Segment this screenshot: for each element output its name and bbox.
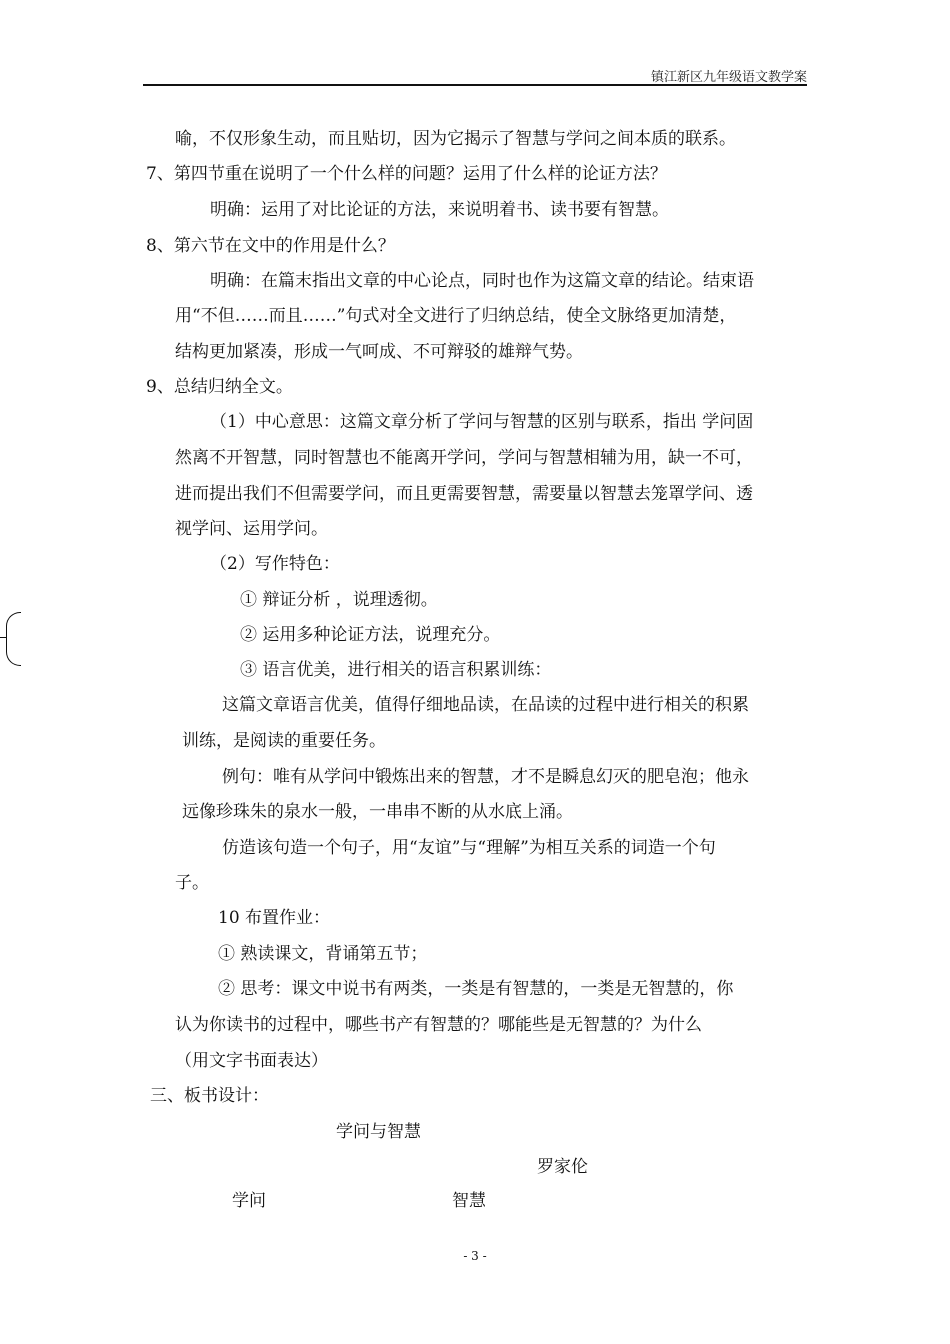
left-brace-mark [6, 612, 21, 666]
text-line: 然离不开智慧，同时智慧也不能离开学问，学问与智慧相辅为用，缺一不可， [175, 448, 753, 468]
text-line: 三、板书设计： [150, 1086, 269, 1106]
text-line: 7、第四节重在说明了一个什么样的问题？运用了什么样的论证方法？ [146, 164, 667, 184]
text-line: 这篇文章语言优美，值得仔细地品读，在品读的过程中进行相关的积累 [222, 695, 749, 715]
text-line: 训练，是阅读的重要任务。 [182, 731, 386, 751]
text-line: 8、第六节在文中的作用是什么？ [146, 236, 395, 256]
text-line: ② 思考：课文中说书有两类，一类是有智慧的，一类是无智慧的，你 [218, 979, 734, 999]
text-line: ① 辩证分析 ，说理透彻。 [240, 590, 438, 610]
text-line: 远像珍珠朱的泉水一般，一串串不断的从水底上涌。 [182, 802, 573, 822]
text-line: 明确：运用了对比论证的方法，来说明着书、读书要有智慧。 [210, 200, 669, 220]
page-header-title: 镇江新区九年级语文教学案 [650, 70, 807, 85]
text-line: 明确：在篇末指出文章的中心论点，同时也作为这篇文章的结论。结束语 [210, 271, 754, 291]
text-line: 例句：唯有从学问中锻炼出来的智慧，才不是瞬息幻灭的肥皂泡；他永 [222, 767, 749, 787]
text-line: ② 运用多种论证方法，说理充分。 [240, 625, 501, 645]
text-line: 认为你读书的过程中，哪些书产有智慧的？哪能些是无智慧的？为什么 [175, 1015, 702, 1035]
text-line: （1）中心意思：这篇文章分析了学问与智慧的区别与联系，指出 学问固 [210, 412, 754, 432]
page-number: - 3 - [463, 1249, 487, 1263]
text-line: 学问与智慧 [336, 1122, 421, 1142]
text-line: 罗家伦 [537, 1157, 588, 1177]
text-line: ① 熟读课文，背诵第五节； [218, 944, 428, 964]
text-line: 9、总结归纳全文。 [146, 377, 293, 397]
text-line: 喻，不仅形象生动，而且贴切，因为它揭示了智慧与学问之间本质的联系。 [175, 129, 736, 149]
text-line: （用文字书面表达） [175, 1051, 328, 1071]
text-line: 仿造该句造一个句子，用“友谊”与“理解”为相互关系的词造一个句 [222, 838, 716, 858]
text-line: 智慧 [452, 1191, 486, 1211]
text-line: ③ 语言优美，进行相关的语言积累训练： [240, 660, 552, 680]
text-line: 10 布置作业： [218, 908, 331, 928]
text-line: （2）写作特色： [210, 554, 340, 574]
text-line: 进而提出我们不但需要学问，而且更需要智慧，需要量以智慧去笼罩学问、透 [175, 484, 753, 504]
text-line: 视学问、运用学问。 [175, 519, 328, 539]
text-line: 子。 [175, 873, 209, 893]
text-line: 结构更加紧凑，形成一气呵成、不可辩驳的雄辩气势。 [175, 342, 583, 362]
header-rule [143, 84, 807, 86]
text-line: 用“不但……而且……”句式对全文进行了归纳总结，使全文脉络更加清楚， [175, 306, 737, 326]
text-line: 学问 [232, 1191, 266, 1211]
